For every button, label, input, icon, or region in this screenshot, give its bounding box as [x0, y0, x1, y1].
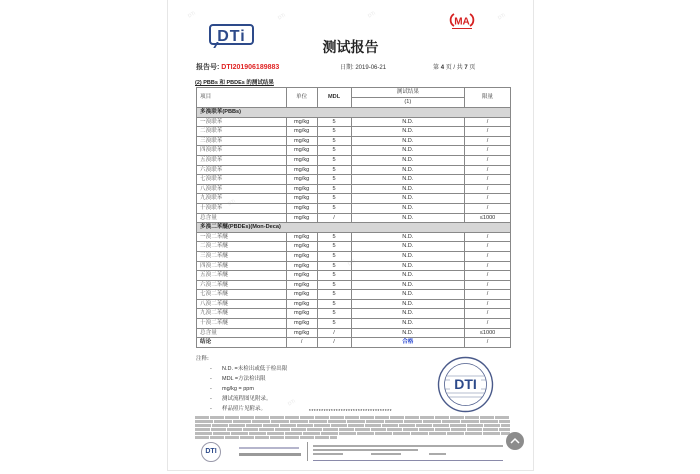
cell-mdl: /: [317, 328, 351, 338]
cell-limit: ≤1000: [465, 328, 511, 338]
cell-unit: mg/kg: [286, 146, 317, 156]
separator-stars: **********************************: [308, 409, 393, 415]
cell-limit: /: [465, 280, 511, 290]
cell-unit: mg/kg: [286, 213, 317, 223]
note-item: - MDL =方法检出限: [210, 376, 266, 382]
disclaimer-line: [195, 416, 510, 419]
table-row: [197, 251, 511, 261]
note-text: 样品照片见附录。: [222, 406, 267, 412]
cell-limit: /: [465, 232, 511, 242]
scroll-to-top-button[interactable]: [506, 432, 524, 450]
table-row: [197, 165, 511, 175]
cell-item: 七溴二苯醚: [197, 290, 287, 300]
results-table: [196, 87, 511, 348]
table-row: [197, 203, 511, 213]
cell-result: N.D.: [351, 251, 465, 261]
cma-logo: [448, 12, 476, 30]
cell-limit: /: [465, 203, 511, 213]
cell-limit: /: [465, 309, 511, 319]
note-text: MDL =方法检出限: [222, 376, 266, 382]
cell-item: 九溴联苯: [197, 194, 287, 204]
cell-mdl: 5: [317, 271, 351, 281]
cell-result: N.D.: [351, 146, 465, 156]
table-row: [197, 290, 511, 300]
cell-item: 四溴二苯醚: [197, 261, 287, 271]
cell-limit: ≤1000: [465, 213, 511, 223]
cell-result: N.D.: [351, 280, 465, 290]
table-row: [197, 184, 511, 194]
cell-item: 十溴联苯: [197, 203, 287, 213]
cell-mdl: 5: [317, 175, 351, 185]
cell-mdl: /: [317, 213, 351, 223]
cell-limit: /: [465, 261, 511, 271]
cell-mdl: 5: [317, 261, 351, 271]
page-title: 测试报告: [322, 40, 379, 56]
cell-mdl: 5: [317, 184, 351, 194]
cell-limit: /: [465, 290, 511, 300]
report-number-value: DTI201906189883: [221, 64, 280, 71]
table-row: [197, 232, 511, 242]
footer-address-line: [313, 445, 503, 447]
cell-result: N.D.: [351, 155, 465, 165]
table-row: [197, 194, 511, 204]
cell-item: 三溴二苯醚: [197, 251, 287, 261]
cell-limit: /: [465, 338, 511, 348]
cell-result: N.D.: [351, 175, 465, 185]
cell-unit: mg/kg: [286, 328, 317, 338]
header-result-sub: (1): [351, 98, 465, 108]
note-item: - 样品照片见附录。: [210, 406, 267, 412]
cell-result: N.D.: [351, 136, 465, 146]
cell-result: N.D.: [351, 127, 465, 137]
group-row: [197, 223, 511, 233]
cell-unit: mg/kg: [286, 127, 317, 137]
watermark: DTi: [497, 12, 507, 22]
cell-mdl: 5: [317, 165, 351, 175]
cell-item: 七溴联苯: [197, 175, 287, 185]
cma-logo-text: MA: [454, 16, 470, 28]
cell-item: 总含量: [197, 328, 287, 338]
header-unit: 单位: [286, 88, 317, 108]
cell-result: N.D.: [351, 117, 465, 127]
header-limit: 限量: [465, 88, 511, 108]
cell-unit: mg/kg: [286, 175, 317, 185]
table-row: [197, 146, 511, 156]
footer-rule: [313, 460, 503, 461]
cell-unit: mg/kg: [286, 232, 317, 242]
cell-unit: mg/kg: [286, 261, 317, 271]
notes-heading: 注释:: [196, 356, 209, 362]
cell-item: 四溴联苯: [197, 146, 287, 156]
table-row: [197, 280, 511, 290]
cell-item: 九溴二苯醚: [197, 309, 287, 319]
cell-mdl: 5: [317, 251, 351, 261]
disclaimer-line: [195, 436, 337, 439]
cell-result: N.D.: [351, 309, 465, 319]
table-row: [197, 155, 511, 165]
cell-mdl: 5: [317, 155, 351, 165]
cell-limit: /: [465, 251, 511, 261]
cell-unit: mg/kg: [286, 203, 317, 213]
cell-result: N.D.: [351, 184, 465, 194]
cell-item: 十溴二苯醚: [197, 319, 287, 329]
cell-unit: mg/kg: [286, 271, 317, 281]
cell-item: 六溴联苯: [197, 165, 287, 175]
cell-mdl: 5: [317, 136, 351, 146]
section-title: (2) PBBs 和 PBDEs 的测试结果: [195, 80, 274, 86]
cell-result: N.D.: [351, 271, 465, 281]
cell-limit: /: [465, 242, 511, 252]
cell-limit: /: [465, 127, 511, 137]
cell-result: 合格: [351, 338, 465, 348]
disclaimer-text: [195, 416, 510, 439]
watermark: DTi: [367, 10, 377, 20]
cell-unit: mg/kg: [286, 242, 317, 252]
date-label: 日期:: [340, 65, 354, 71]
cell-unit: /: [286, 338, 317, 348]
table-row: [197, 136, 511, 146]
footer-separator: [307, 442, 308, 461]
cell-unit: mg/kg: [286, 184, 317, 194]
date-value: 2019-06-21: [355, 65, 387, 71]
group-row: [197, 108, 511, 118]
cell-mdl: 5: [317, 299, 351, 309]
cell-mdl: 5: [317, 290, 351, 300]
cell-unit: mg/kg: [286, 319, 317, 329]
cell-mdl: 5: [317, 203, 351, 213]
cell-item: 六溴二苯醚: [197, 280, 287, 290]
table-row: [197, 271, 511, 281]
seal-text: DTI: [454, 376, 477, 392]
header-mdl: MDL: [317, 88, 351, 108]
cell-unit: mg/kg: [286, 290, 317, 300]
table-row: [197, 213, 511, 223]
cell-mdl: 5: [317, 117, 351, 127]
cell-unit: mg/kg: [286, 165, 317, 175]
table-row: [197, 261, 511, 271]
cell-limit: /: [465, 155, 511, 165]
cell-mdl: 5: [317, 242, 351, 252]
cell-mdl: 5: [317, 280, 351, 290]
cell-mdl: /: [317, 338, 351, 348]
page-mid: 页 / 共: [445, 65, 463, 71]
header-result: 测试结果: [351, 88, 465, 98]
cell-limit: /: [465, 117, 511, 127]
cell-limit: /: [465, 146, 511, 156]
results-table-body: [197, 108, 511, 348]
cell-item: 二溴二苯醚: [197, 242, 287, 252]
watermark: DTi: [277, 12, 287, 22]
note-text: mg/kg = ppm: [222, 386, 254, 392]
table-row: [197, 175, 511, 185]
cell-result: N.D.: [351, 319, 465, 329]
group-name: 多溴联苯(PBBs): [197, 108, 511, 118]
chevron-up-icon: [510, 437, 520, 444]
cell-item: 总含量: [197, 213, 287, 223]
cell-limit: /: [465, 175, 511, 185]
disclaimer-line: [195, 424, 510, 427]
footer-contact-line: [313, 453, 446, 455]
table-row: [197, 242, 511, 252]
page-suffix: 页: [469, 65, 476, 71]
footer-address-line: [313, 449, 418, 451]
footer-address: [313, 444, 503, 455]
conclusion-row: [197, 338, 511, 348]
cell-unit: mg/kg: [286, 136, 317, 146]
cell-item: 八溴二苯醚: [197, 299, 287, 309]
cell-result: N.D.: [351, 299, 465, 309]
cell-unit: mg/kg: [286, 117, 317, 127]
footer-company-en: [239, 447, 299, 449]
disclaimer-line: [195, 428, 510, 431]
cell-item: 一溴二苯醚: [197, 232, 287, 242]
footer-logo: DTI: [201, 442, 221, 462]
cell-item: 五溴联苯: [197, 155, 287, 165]
cell-result: N.D.: [351, 232, 465, 242]
cell-item: 五溴二苯醚: [197, 271, 287, 281]
page-indicator: [433, 62, 475, 71]
cell-mdl: 5: [317, 232, 351, 242]
disclaimer-line: [195, 432, 510, 435]
table-row: [197, 299, 511, 309]
cell-unit: mg/kg: [286, 251, 317, 261]
cell-result: N.D.: [351, 194, 465, 204]
cell-item: 三溴联苯: [197, 136, 287, 146]
cell-unit: mg/kg: [286, 194, 317, 204]
dti-logo: DTi: [209, 24, 254, 45]
cell-result: N.D.: [351, 165, 465, 175]
cell-limit: /: [465, 271, 511, 281]
table-row: [197, 117, 511, 127]
group-name: 多溴二苯醚(PBDEs)(Mon-Deca): [197, 223, 511, 233]
cell-result: N.D.: [351, 328, 465, 338]
footer: [195, 440, 510, 465]
cell-limit: /: [465, 194, 511, 204]
watermark: DTi: [227, 198, 237, 208]
cell-mdl: 5: [317, 146, 351, 156]
cell-limit: /: [465, 299, 511, 309]
cell-unit: mg/kg: [286, 280, 317, 290]
note-item: - 测试流程图见附录。: [210, 396, 272, 402]
cell-limit: /: [465, 136, 511, 146]
cell-mdl: 5: [317, 319, 351, 329]
footer-company-cn: [239, 453, 301, 456]
cell-mdl: 5: [317, 194, 351, 204]
cell-result: N.D.: [351, 242, 465, 252]
report-number: [196, 62, 279, 72]
note-text: 测试流程图见附录。: [222, 396, 272, 402]
cell-limit: /: [465, 319, 511, 329]
cell-limit: /: [465, 184, 511, 194]
cell-result: N.D.: [351, 213, 465, 223]
watermark: DTi: [187, 10, 197, 20]
cell-mdl: 5: [317, 309, 351, 319]
dti-seal-stamp: [437, 356, 494, 413]
report-date: [340, 62, 386, 71]
report-page: [167, 0, 534, 471]
page-current: 4: [440, 65, 445, 71]
disclaimer-line: [195, 420, 510, 423]
cell-result: N.D.: [351, 290, 465, 300]
cell-result: N.D.: [351, 203, 465, 213]
page-total: 7: [464, 65, 468, 71]
cell-item: 二溴联苯: [197, 127, 287, 137]
cell-result: N.D.: [351, 261, 465, 271]
watermark: DTi: [287, 398, 297, 408]
report-number-label: 报告号:: [196, 64, 220, 71]
cell-item: 八溴联苯: [197, 184, 287, 194]
header-item: 项目: [197, 88, 287, 108]
table-row: [197, 309, 511, 319]
cell-item: 一溴联苯: [197, 117, 287, 127]
cell-limit: /: [465, 165, 511, 175]
table-row: [197, 328, 511, 338]
page-prefix: 第: [433, 65, 440, 71]
note-text: N.D. =未检出或低于检出限: [222, 366, 288, 372]
cell-unit: mg/kg: [286, 155, 317, 165]
cell-unit: mg/kg: [286, 299, 317, 309]
watermark: DTi: [347, 258, 357, 268]
table-row: [197, 127, 511, 137]
note-item: - mg/kg = ppm: [210, 386, 254, 392]
note-item: - N.D. =未检出或低于检出限: [210, 366, 288, 372]
table-row: [197, 319, 511, 329]
cell-item: 结论: [197, 338, 287, 348]
notes: [196, 354, 287, 414]
cell-mdl: 5: [317, 127, 351, 137]
cell-unit: mg/kg: [286, 309, 317, 319]
